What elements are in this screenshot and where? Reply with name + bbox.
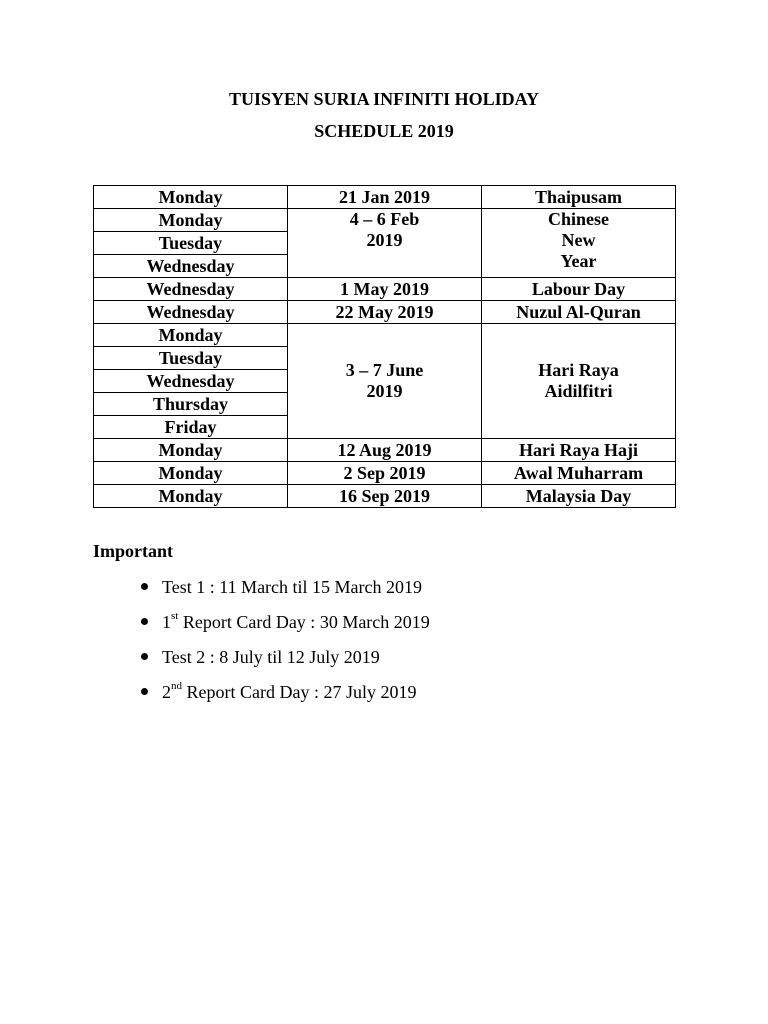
day-cell: Monday [94,209,288,232]
date-line: 2019 [366,230,403,250]
holiday-cell: Thaipusam [482,186,676,209]
note-prefix: 2 [162,682,171,702]
date-cell: 12 Aug 2019 [288,439,482,462]
table-row [94,462,676,485]
holiday-line: New [561,230,596,250]
day-cell: Monday [94,186,288,209]
note-text: Report Card Day : 30 March 2019 [178,612,430,632]
date-cell: 22 May 2019 [288,301,482,324]
holiday-line: Chinese [547,209,609,229]
note-text: Test 2 : 8 July til 12 July 2019 [162,647,380,667]
note-text: Test 1 : 11 March til 15 March 2019 [162,577,423,597]
bullet-icon [141,583,148,590]
table-row [94,278,676,301]
holiday-cell: Malaysia Day [482,485,676,508]
date-cell [288,324,482,439]
note-text: Report Card Day : 27 July 2019 [182,682,417,702]
table-row [94,485,676,508]
bullet-icon [141,688,148,695]
day-cell: Wednesday [94,255,288,278]
date-cell: 1 May 2019 [288,278,482,301]
table-row [94,439,676,462]
note-prefix: 1 [162,612,171,632]
bullet-icon [141,653,148,660]
table-row [94,209,676,232]
holiday-line: Aidilfitri [544,381,613,401]
table-row [94,324,676,347]
holiday-cell: Awal Muharram [482,462,676,485]
page-title: TUISYEN SURIA INFINITI HOLIDAY [229,89,539,109]
day-cell: Thursday [94,393,288,416]
important-list [95,574,430,714]
holiday-cell [482,209,676,278]
day-cell: Wednesday [94,278,288,301]
holiday-cell: Nuzul Al-Quran [482,301,676,324]
date-line: 2019 [366,381,403,401]
page-subtitle: SCHEDULE 2019 [314,121,454,141]
holiday-cell [482,324,676,439]
list-item [95,609,430,644]
ordinal-suffix: st [171,610,179,622]
date-line: 3 – 7 June [345,360,424,380]
holiday-line: Hari Raya [538,360,619,380]
date-cell: 16 Sep 2019 [288,485,482,508]
ordinal-suffix: nd [171,680,182,692]
day-cell: Monday [94,485,288,508]
date-cell: 21 Jan 2019 [288,186,482,209]
day-cell: Monday [94,324,288,347]
table-row [94,301,676,324]
date-line: 4 – 6 Feb [349,209,420,229]
date-cell: 2 Sep 2019 [288,462,482,485]
holiday-cell: Hari Raya Haji [482,439,676,462]
table-row [94,186,676,209]
list-item [95,574,430,609]
important-heading: Important [93,541,173,561]
day-cell: Wednesday [94,370,288,393]
day-cell: Monday [94,462,288,485]
holiday-cell: Labour Day [482,278,676,301]
day-cell: Tuesday [94,232,288,255]
day-cell: Wednesday [94,301,288,324]
date-cell [288,209,482,278]
day-cell: Monday [94,439,288,462]
list-item [95,644,430,679]
day-cell: Tuesday [94,347,288,370]
bullet-icon [141,618,148,625]
holiday-line: Year [560,251,597,271]
list-item [95,679,430,714]
day-cell: Friday [94,416,288,439]
holiday-schedule-table [93,185,676,508]
